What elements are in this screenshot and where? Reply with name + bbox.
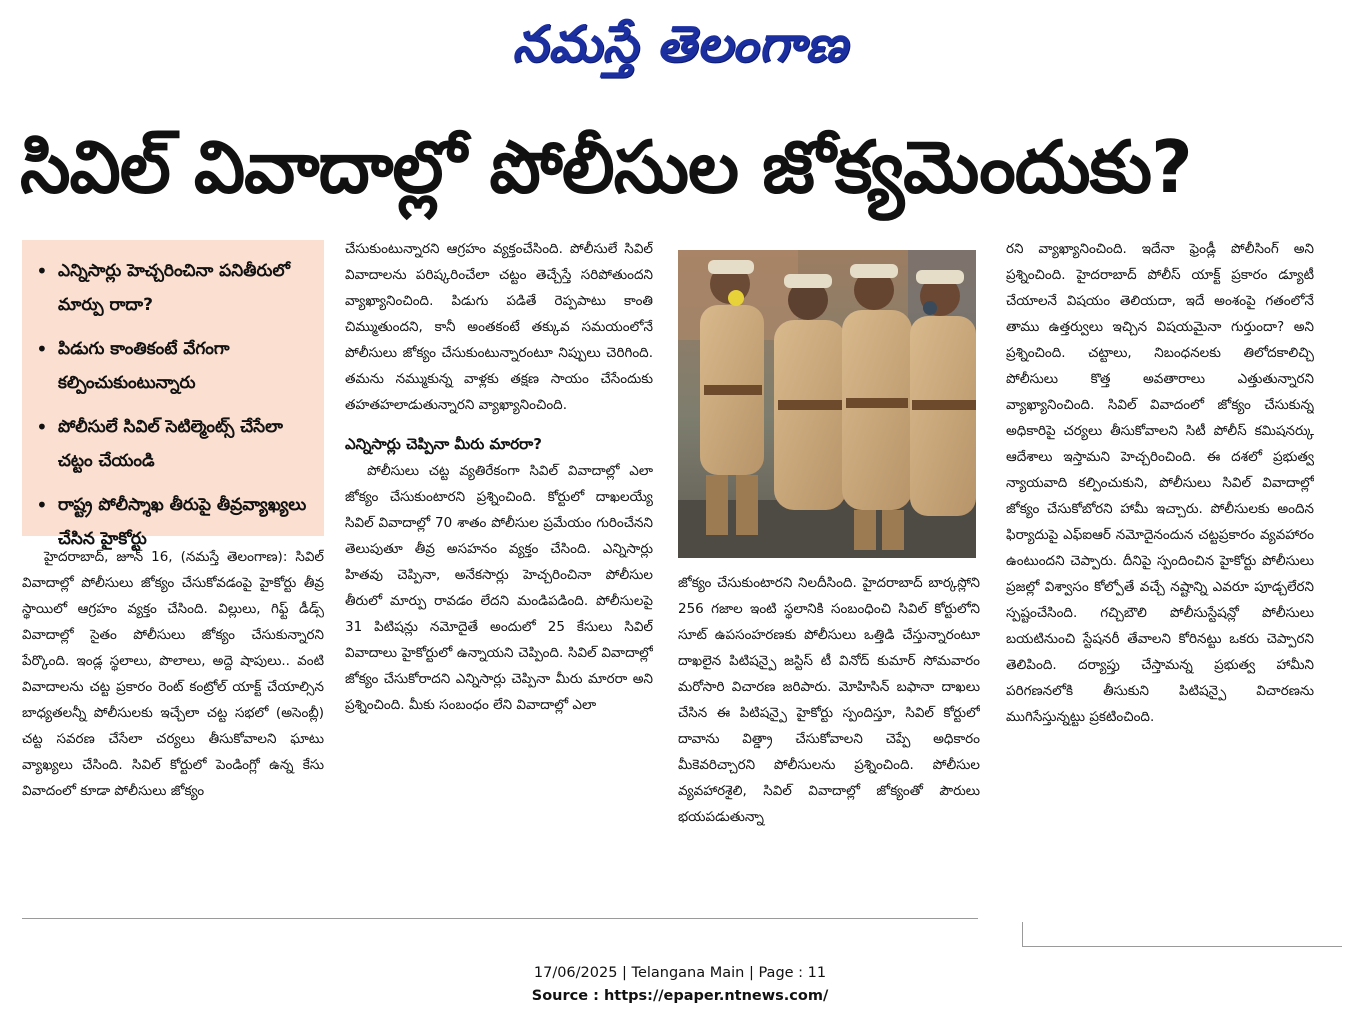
body-paragraph: పోలీసులు చట్ట వ్యతిరేకంగా సివిల్ వివాదాల్లో ఎలా జోక్యం చేసుకుంటారని ప్రశ్నించింది. కోర్టులో దాఖలయ్యే సివిల్ వివాదాల్లో 70 శాతం పోలీసుల ప్రమేయం గురించేనని తెలుపుతూ తీవ్ర అసహనం వ్యక్తం చేసింది. ఎన్నిసార్లు హితవు చెప్పినా, అనేకసార్లు హెచ్చరించినా పోలీసుల తీరులో మార్పు రావడం లేదని మండిపడింది. పోలీసులపై 31 పిటిషన్లు నమోదైతే అందులో 25 కేసులు సివిల్ వివాదాలు హైకోర్టులో ఉన్నాయని చెప్పింది. సివిల్ వివాదాల్లో జోక్యం చేసుకోరాదని ఎన్నిసార్లు చెప్పినా మీరు మారరా అని ప్రశ్నించింది. మీకు సంబంధం లేని వివాదాల్లో ఎలా <box>345 463 653 713</box>
bullet-icon: • <box>36 259 48 283</box>
article-column-4 <box>1006 236 1314 904</box>
divider <box>22 918 978 919</box>
body-paragraph: చేసుకుంటున్నారని ఆగ్రహం వ్యక్తంచేసింది. పోలీసులే సివిల్ వివాదాలను పరిష్కరించేలా చట్టం తెచ్చేస్తే సరిపోతుందని వ్యాఖ్యానించింది. పిడుగు పడితే రెప్పపాటు కాంతి చిమ్ముతుందని, కానీ అంతకంటే తక్కువ సమయంలోనే పోలీసులు జోక్యం చేసుకుంటున్నారంటూ నిప్పులు చెరిగింది. తమను నమ్ముకున్న వాళ్లకు తక్షణ సాయం చేసేందుకు తహతహలాడుతున్నారని వ్యాఖ్యానించింది. <box>345 241 653 413</box>
divider <box>1022 946 1342 947</box>
source-link[interactable]: Source : https://epaper.ntnews.com/ <box>531 988 829 1004</box>
article-column-2 <box>345 236 653 904</box>
body-paragraph: జోక్యం చేసుకుంటారని నిలదీసింది. హైదరాబాద్ బార్కస్లోని 256 గజాల ఇంటి స్థలానికి సంబంధించి సివిల్ కోర్టులోని సూట్ ఉపసంహరణకు పోలీసులు ఒత్తిడి చేస్తున్నారంటూ దాఖలైన పిటిషన్పై జస్టిస్ టీ వినోద్ కుమార్ సోమవారం మరోసారి విచారణ జరిపారు. మోహిసిన్ బఫానా దాఖలు చేసిన ఈ పిటిషన్పై హైకోర్టు స్పందిస్తూ, సివిల్ కోర్టులో దావాను విత్డ్రా చేసుకోవాలని చెప్పే అధికారం మీకెవరిచ్చారని పోలీసులను ప్రశ్నించింది. పోలీసుల వ్యవహారశైలి, సివిల్ వివాదాల్లో జోక్యంతో పౌరులు భయపడుతున్నా <box>678 575 980 825</box>
masthead-logo: నమస్తే తెలంగాణ <box>512 14 848 73</box>
highlight-item <box>36 332 314 400</box>
highlights-box <box>22 240 324 549</box>
highlight-text: రాష్ట్ర పోలీస్శాఖ తీరుపై తీవ్రవ్యాఖ్యలు చేసిన హైకోర్టు <box>58 495 307 549</box>
highlight-item <box>36 254 314 322</box>
divider <box>1022 922 1023 946</box>
body-paragraph: హైదరాబాద్, జూన్ 16, (నమస్తే తెలంగాణ): సివిల్ వివాదాల్లో పోలీసులు జోక్యం చేసుకోవడంపై హైకోర్టు తీవ్ర స్థాయిలో ఆగ్రహం వ్యక్తం చేసింది. విల్లులు, గిఫ్ట్ డీడ్స్ వివాదాల్లో సైతం పోలీసులు జోక్యం చేసుకున్నారని పేర్కొంది. ఇండ్ల స్థలాలు, పొలాలు, అద్దె షాపులు.. వంటి వివాదాలను చట్ట ప్రకారం రెంట్ కంట్రోల్ యాక్ట్ చేయాల్సిన బాధ్యతలన్నీ పోలీసులకు ఇచ్చేలా చట్ట సభలో (అసెంబ్లీ) చట్ట సవరణ చేసేలా చర్యలు తీసుకోవాలని ఘాటు వ్యాఖ్యలు చేసింది. సివిల్ కోర్టులో పెండింగ్లో ఉన్న కేసు వివాదంలో కూడా పోలీసులు జోక్యం <box>22 549 324 799</box>
article-headline: సివిల్ వివాదాల్లో పోలీసుల జోక్యమెందుకు? <box>20 125 1192 209</box>
page-footer <box>0 962 1360 1008</box>
bullet-icon: • <box>36 493 48 517</box>
highlight-item <box>36 410 314 478</box>
bullet-icon: • <box>36 415 48 439</box>
highlight-text: పోలీసులే సివిల్ సెటిల్మెంట్స్ చేసేలా చట్టం చేయండి <box>58 417 283 471</box>
body-paragraph: రని వ్యాఖ్యానించింది. ఇదేనా ఫ్రెండ్లీ పోలీసింగ్ అని ప్రశ్నించింది. హైదరాబాద్ పోలీస్ యాక్ట్ ప్రకారం డ్యూటీ చేయాలనే విషయం తెలియదా, ఇదే అంశంపై గతంలోనే తాము ఉత్తర్వులు ఇచ్చిన విషయమైనా గుర్తుందా? అని ప్రశ్నించింది. చట్టాలు, నిబంధనలకు తిలోదకాలిచ్చి పోలీసులు కొత్త అవతారాలు ఎత్తుతున్నారని వ్యాఖ్యానించింది. సివిల్ వివాదంలో జోక్యం చేసుకున్న అధికారిపై చర్యలు తీసుకోవాలని సిటీ పోలీస్ కమిషనర్కు ఆదేశాలు ఇస్తామని హెచ్చరించింది. ఈ దశలో ప్రభుత్వ న్యాయవాది కల్పించుకుని, పోలీసులు సివిల్ వివాదాల్లో జోక్యం చేసుకోబోరని హామీ ఇచ్చారు. పోలీసులకు అందిన ఫిర్యాదుపై ఎఫ్ఐఆర్ నమోదైనందున చట్టప్రకారం వ్యవహారం ఉంటుందని చెప్పారు. దీనిపై స్పందించిన హైకోర్టు పోలీసులు ప్రజల్లో విశ్వాసం కోల్పోతే వచ్చే నష్టాన్ని ఎవరూ పూడ్చలేరని స్పష్టంచేసింది. గచ్చిబౌలి పోలీసుస్టేషన్లో పోలీసులు బయటినుంచి స్టేషనరీ తేవాలని కోరినట్టు ఒకరు చెప్పారని తెలిపింది. దర్యాప్తు చేస్తామన్న ప్రభుత్వ హామీని పరిగణనలోకి తీసుకుని పిటిషన్పై విచారణను ముగిసేస్తున్నట్టు ప్రకటించింది. <box>1006 241 1314 725</box>
section-subheading: ఎన్నిసార్లు చెప్పినా మీరు మారరా? <box>345 435 542 453</box>
article-column-3 <box>678 570 980 904</box>
highlight-text: ఎన్నిసార్లు హెచ్చరించినా పనితీరులో మార్పు రాదా? <box>58 261 290 315</box>
bullet-icon: • <box>36 337 48 361</box>
police-officers-photo <box>678 250 976 558</box>
article-column-1 <box>22 544 324 904</box>
edition-meta: 17/06/2025 | Telangana Main | Page : 11 <box>533 965 827 981</box>
highlight-text: పిడుగు కాంతికంటే వేగంగా కల్పించుకుంటున్నారు <box>58 339 230 393</box>
